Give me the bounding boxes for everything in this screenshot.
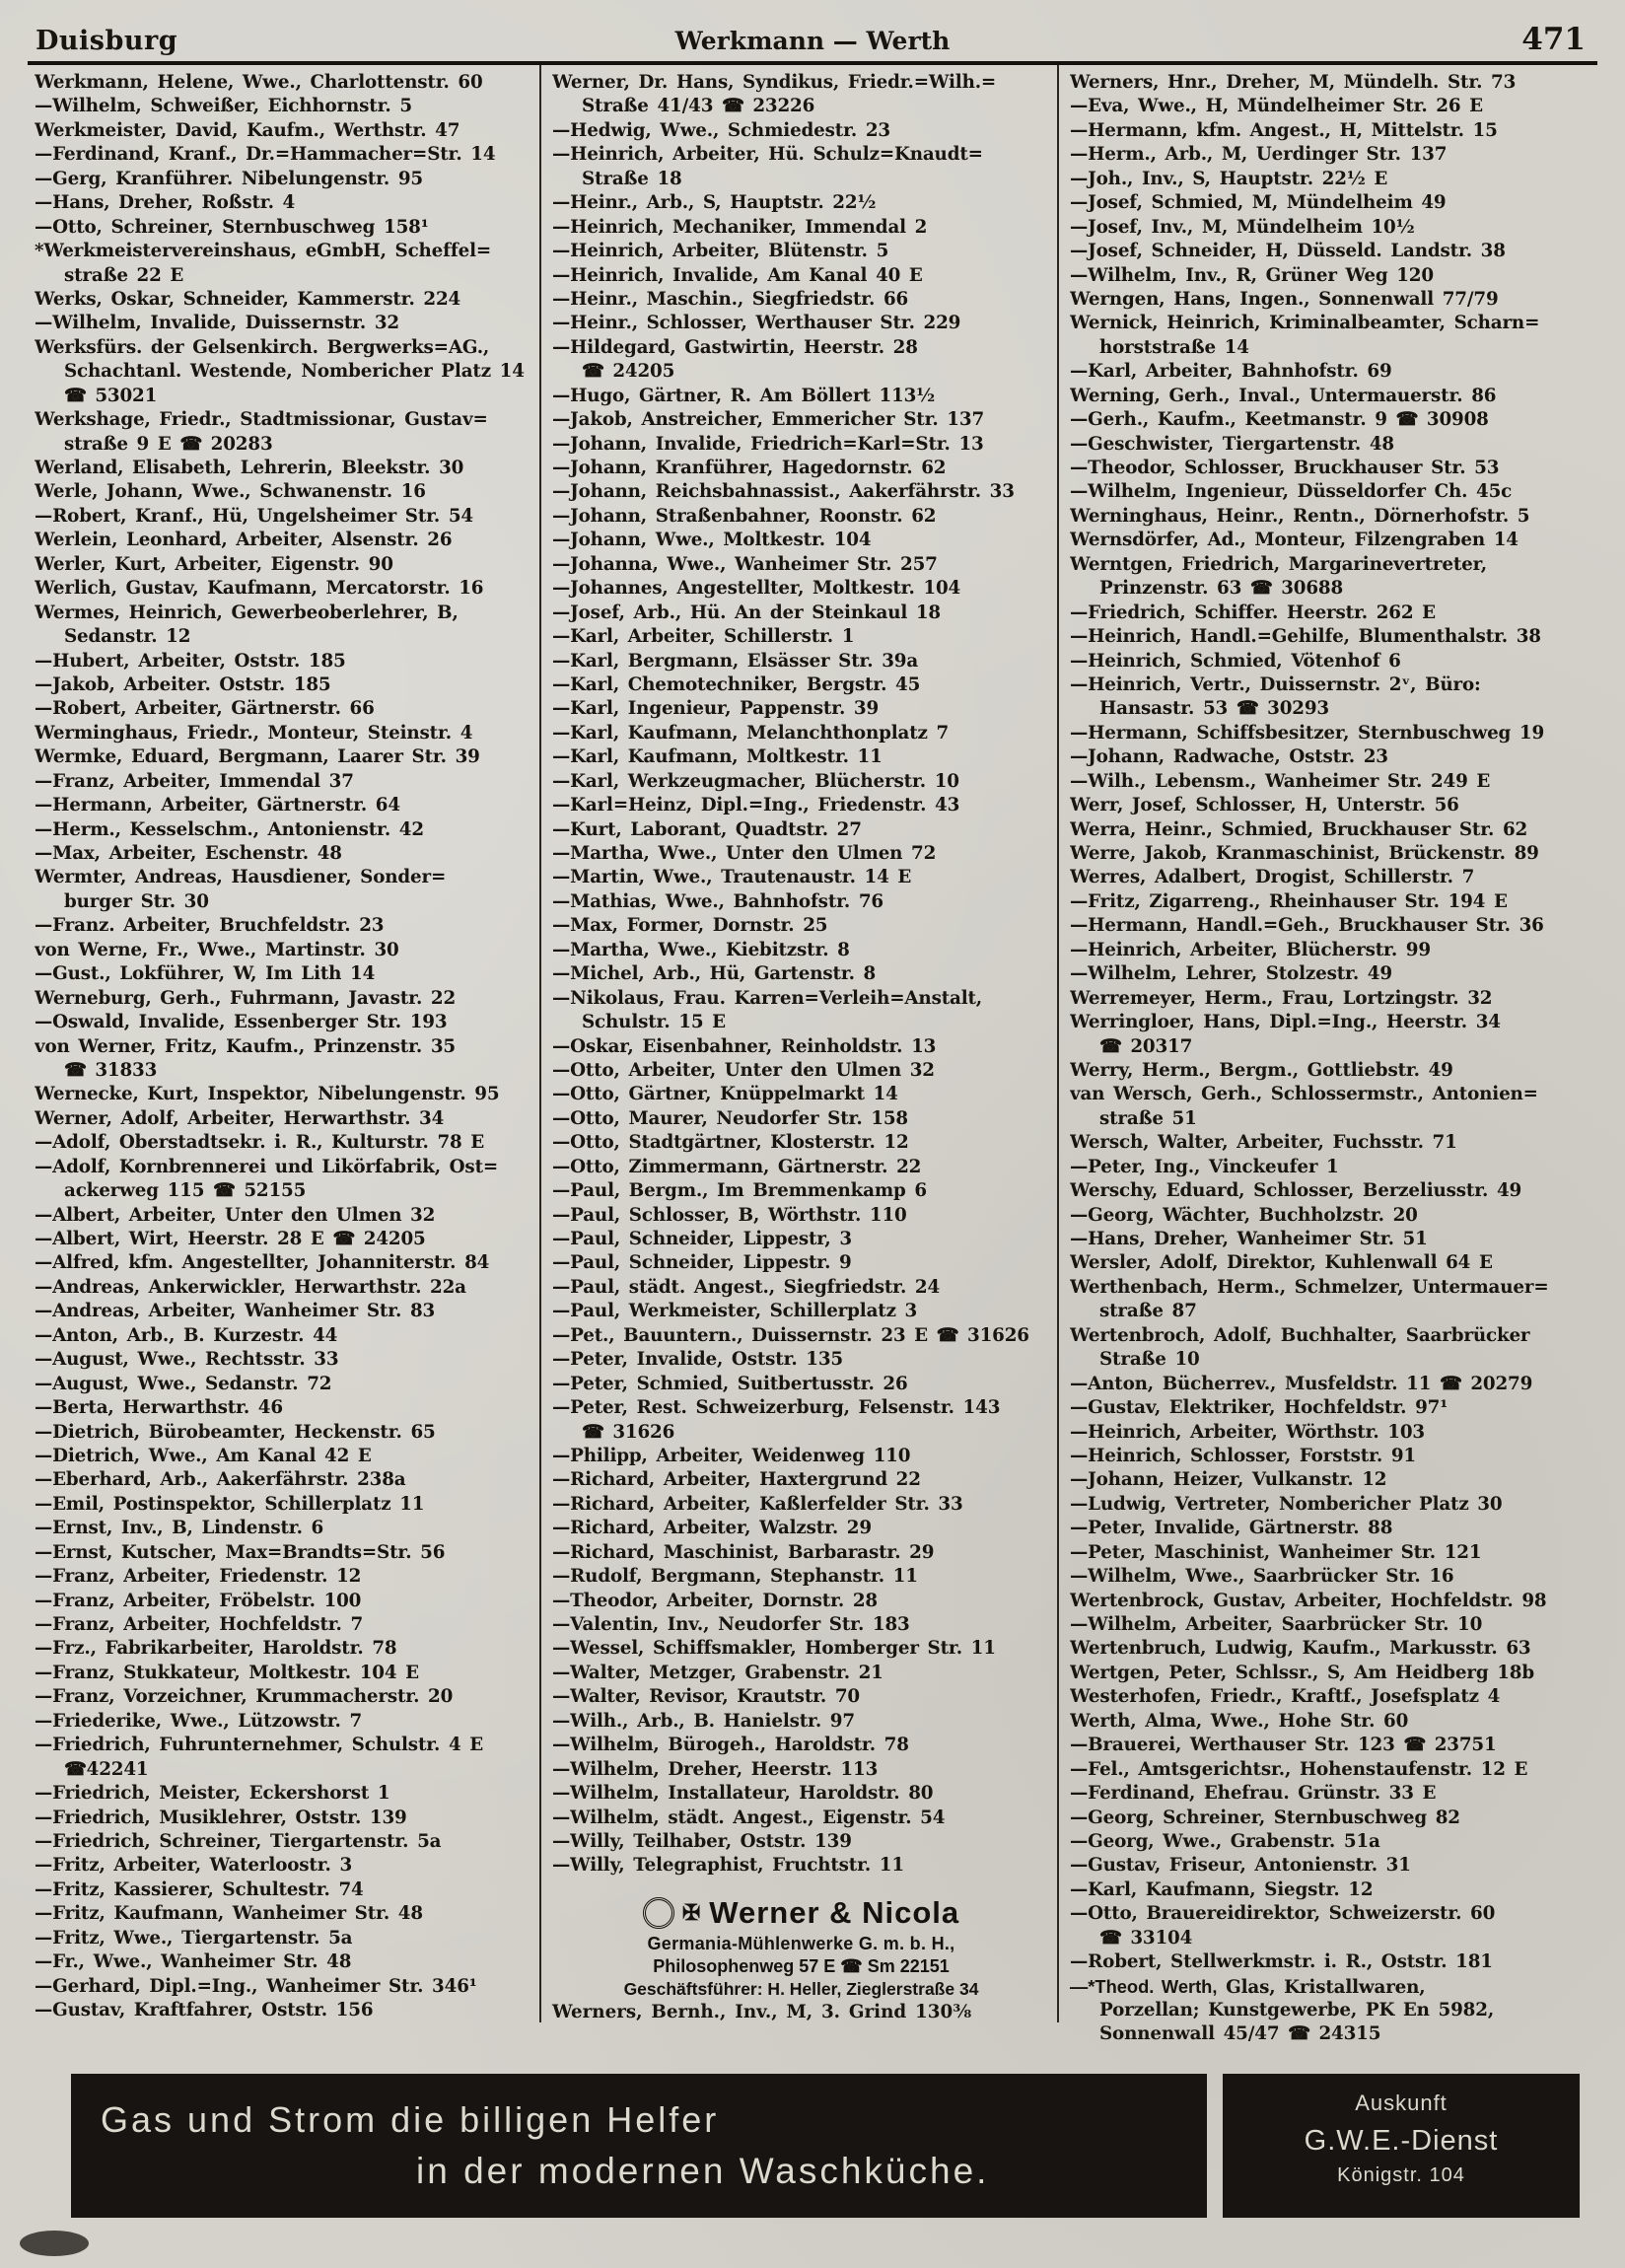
directory-entry-line: Werngen, Hans, Ingen., Sonnenwall 77/79 bbox=[1070, 288, 1499, 310]
directory-entry-line: von Werne, Fr., Wwe., Martinstr. 30 bbox=[35, 939, 399, 960]
directory-entry-line: —Philipp, Arbeiter, Weidenweg 110 bbox=[552, 1445, 911, 1466]
directory-entry-line: —Johann, Straßenbahner, Roonstr. 62 bbox=[552, 505, 937, 527]
directory-entry-line: —Robert, Kranf., Hü, Ungelsheimer Str. 54 bbox=[35, 505, 473, 527]
wreath-logo-icon bbox=[643, 1897, 674, 1929]
directory-entry-line: —Paul, Schneider, Lippestr. 9 bbox=[552, 1252, 852, 1274]
directory-entry-line: Westerhofen, Friedr., Kraftf., Josefsplatz 4 bbox=[1070, 1686, 1501, 1708]
directory-entry-line: —Fritz, Kassierer, Schultestr. 74 bbox=[35, 1878, 364, 1900]
directory-entry-line: Werr, Josef, Schlosser, H, Unterstr. 56 bbox=[1070, 795, 1459, 816]
directory-entry-line: —Theodor, Arbeiter, Dornstr. 28 bbox=[552, 1590, 878, 1611]
directory-entry-line: Hansastr. 53 ☎ 30293 bbox=[1099, 698, 1330, 720]
directory-entry-line: —Anton, Arb., B. Kurzestr. 44 bbox=[35, 1324, 338, 1346]
gwe-ad-title: Auskunft bbox=[1355, 2091, 1448, 2115]
directory-entry-line: —Hildegard, Gastwirtin, Heerstr. 28 bbox=[552, 336, 918, 358]
directory-entry-line: —Martha, Wwe., Kiebitzstr. 8 bbox=[552, 939, 850, 960]
directory-entry-line: —Jakob, Arbeiter. Oststr. 185 bbox=[35, 673, 331, 695]
directory-entry-line: —Hedwig, Wwe., Schmiedestr. 23 bbox=[552, 119, 890, 141]
werner-nicola-ad bbox=[552, 1895, 1050, 2000]
directory-entry-line: —Albert, Arbeiter, Unter den Ulmen 32 bbox=[35, 1204, 436, 1226]
directory-entry-line: —Franz, Vorzeichner, Krummacherstr. 20 bbox=[35, 1686, 454, 1708]
directory-entry-line: —Friedrich, Meister, Eckershorst 1 bbox=[35, 1783, 390, 1805]
directory-entry-line: —Paul, Schlosser, B, Wörthstr. 110 bbox=[552, 1204, 907, 1226]
directory-entry-line: —Franz, Arbeiter, Hochfeldstr. 7 bbox=[35, 1614, 364, 1635]
directory-entry-line: Wertenbroch, Adolf, Buchhalter, Saarbrücker bbox=[1070, 1324, 1530, 1346]
directory-entry-line: —Wilh., Arb., B. Hanielstr. 97 bbox=[552, 1710, 855, 1732]
directory-entry-line: ☎42241 bbox=[64, 1758, 149, 1780]
directory-entry-line: —Otto, Schreiner, Sternbuschweg 158¹ bbox=[35, 216, 429, 238]
directory-entry-line: —Otto, Brauereidirektor, Schweizerstr. 60 bbox=[1070, 1903, 1496, 1925]
gas-strom-ad bbox=[71, 2074, 1207, 2218]
directory-entry-line: —Andreas, Arbeiter, Wanheimer Str. 83 bbox=[35, 1301, 436, 1322]
directory-entry-line: —August, Wwe., Rechtsstr. 33 bbox=[35, 1349, 339, 1371]
directory-entry-line: Porzellan; Kunstgewerbe, PK En 5982, bbox=[1099, 2000, 1495, 2020]
directory-entry-line: —Wilhelm, Dreher, Heerstr. 113 bbox=[552, 1758, 879, 1780]
directory-entry-line: —Georg, Wächter, Buchholzstr. 20 bbox=[1070, 1204, 1418, 1226]
directory-entry-line: Werler, Kurt, Arbeiter, Eigenstr. 90 bbox=[35, 553, 393, 575]
directory-entry-line: Wernecke, Kurt, Inspektor, Nibelungenstr. 95 bbox=[35, 1084, 500, 1105]
directory-entry-line: —Robert, Arbeiter, Gärtnerstr. 66 bbox=[35, 698, 375, 720]
directory-entry-line: Straße 18 bbox=[582, 168, 682, 189]
directory-entry-line: —Frz., Fabrikarbeiter, Haroldstr. 78 bbox=[35, 1638, 397, 1660]
directory-entry-line: —Peter, Invalide, Oststr. 135 bbox=[552, 1349, 844, 1371]
directory-entry-line: —Otto, Maurer, Neudorfer Str. 158 bbox=[552, 1107, 908, 1129]
column-divider-2 bbox=[1057, 65, 1059, 2022]
directory-entry-line: —Fel., Amtsgerichtsr., Hohenstaufenstr. 12 E bbox=[1070, 1758, 1528, 1780]
directory-entry-line: —Ernst, Kutscher, Max=Brandts=Str. 56 bbox=[35, 1541, 446, 1563]
directory-entry-line: —Peter, Maschinist, Wanheimer Str. 121 bbox=[1070, 1541, 1482, 1563]
column-3 bbox=[1070, 71, 1590, 2047]
directory-entry-line: ☎ 24205 bbox=[582, 361, 675, 383]
directory-entry-line: —Franz, Arbeiter, Friedenstr. 12 bbox=[35, 1566, 362, 1588]
directory-entry-line: —Michel, Arb., Hü, Gartenstr. 8 bbox=[552, 963, 877, 985]
directory-entry-line: ackerweg 115 ☎ 52155 bbox=[64, 1180, 307, 1202]
directory-entry-line: —Paul, Schneider, Lippestr, 3 bbox=[552, 1229, 852, 1249]
directory-entry-line: —Kurt, Laborant, Quadtstr. 27 bbox=[552, 818, 862, 840]
directory-entry-line: —Wilh., Lebensm., Wanheimer Str. 249 E bbox=[1070, 770, 1491, 792]
directory-entry-line: —Wilhelm, Arbeiter, Saarbrücker Str. 10 bbox=[1070, 1614, 1483, 1635]
directory-entry-line: ☎ 20317 bbox=[1099, 1035, 1193, 1057]
directory-entry-line: —Richard, Arbeiter, Walzstr. 29 bbox=[552, 1518, 872, 1539]
werner-nicola-address: Philosophenweg 57 E ☎ Sm 22151 bbox=[653, 1956, 950, 1976]
directory-entry-line: Werthenbach, Herm., Schmelzer, Untermauer= bbox=[1070, 1276, 1549, 1298]
directory-entry-line: —Alfred, kfm. Angestellter, Johanniterstr. 84 bbox=[35, 1252, 490, 1274]
gas-ad-line2: in der modernen Waschküche. bbox=[416, 2151, 990, 2191]
directory-entry-line: Sedanstr. 12 bbox=[64, 626, 191, 648]
directory-entry-line: —Richard, Maschinist, Barbarastr. 29 bbox=[552, 1541, 935, 1563]
directory-entry-line: —Fritz, Wwe., Tiergartenstr. 5a bbox=[35, 1927, 353, 1949]
directory-entry-line: —Wilhelm, Ingenieur, Düsseldorfer Ch. 45c bbox=[1070, 481, 1513, 503]
directory-entry-line: —Willy, Teilhaber, Oststr. 139 bbox=[552, 1830, 852, 1852]
directory-entry-line: Werning, Gerh., Inval., Untermauerstr. 86 bbox=[1070, 385, 1497, 406]
directory-entry-line: —Hans, Dreher, Roßstr. 4 bbox=[35, 192, 296, 214]
directory-entry-line: —Franz, Arbeiter, Immendal 37 bbox=[35, 770, 354, 792]
directory-entry-line: —Ernst, Inv., B, Lindenstr. 6 bbox=[35, 1518, 324, 1539]
directory-entry-line: —Max, Arbeiter, Eschenstr. 48 bbox=[35, 843, 342, 864]
directory-entry-line: —Heinrich, Invalide, Am Kanal 40 E bbox=[552, 264, 923, 286]
directory-entry-line: Werra, Heinr., Schmied, Bruckhauser Str. 62 bbox=[1070, 818, 1528, 840]
werner-nicola-company: Germania-Mühlenwerke G. m. b. H., bbox=[647, 1934, 955, 1953]
directory-entry-line: Straße 10 bbox=[1099, 1349, 1200, 1371]
directory-entry-line: —Hermann, Handl.=Geh., Bruckhauser Str. 36 bbox=[1070, 915, 1544, 937]
directory-entry-line: —Wilhelm, Invalide, Duissernstr. 32 bbox=[35, 313, 399, 334]
directory-entry-line: ☎ 31833 bbox=[64, 1059, 158, 1081]
directory-entry-line: —Andreas, Ankerwickler, Herwarthstr. 22a bbox=[35, 1276, 466, 1298]
directory-entry-line: —Karl, Chemotechniker, Bergstr. 45 bbox=[552, 673, 921, 695]
directory-entry-line: Wersch, Walter, Arbeiter, Fuchsstr. 71 bbox=[1070, 1132, 1457, 1154]
directory-entry-line: —Joh., Inv., S, Hauptstr. 22½ E bbox=[1070, 168, 1388, 189]
directory-entry-line: —Heinr., Maschin., Siegfriedstr. 66 bbox=[552, 288, 909, 310]
directory-entry-line: —Robert, Stellwerkmstr. i. R., Oststr. 181 bbox=[1070, 1951, 1493, 1973]
directory-entry-line: horststraße 14 bbox=[1099, 336, 1249, 358]
directory-entry-line: —Adolf, Oberstadtsekr. i. R., Kulturstr. 78 E bbox=[35, 1132, 485, 1154]
directory-entry-line: —Eva, Wwe., H, Mündelheimer Str. 26 E bbox=[1070, 96, 1483, 117]
directory-entry-line: Wertenbrock, Gustav, Arbeiter, Hochfeldstr. 98 bbox=[1070, 1590, 1547, 1611]
directory-entry-line: Wermes, Heinrich, Gewerbeoberlehrer, B, bbox=[35, 602, 459, 623]
directory-entry-line: —Ferdinand, Kranf., Dr.=Hammacher=Str. 14 bbox=[35, 144, 496, 166]
directory-entry-line: Werre, Jakob, Kranmaschinist, Brückenstr. 89 bbox=[1070, 843, 1539, 864]
directory-entry-line: —Peter, Ing., Vinckeufer 1 bbox=[1070, 1156, 1339, 1177]
directory-entry-line: —Karl, Kaufmann, Melanchthonplatz 7 bbox=[552, 722, 950, 744]
directory-entry-line: —Karl, Bergmann, Elsässer Str. 39a bbox=[552, 650, 919, 672]
directory-entry-line: —Heinr., Arb., S, Hauptstr. 22½ bbox=[552, 192, 877, 214]
directory-entry-line: —Heinrich, Arbeiter, Blücherstr. 99 bbox=[1070, 939, 1431, 960]
directory-entry-line: Werninghaus, Heinr., Rentn., Dörnerhofstr. 5 bbox=[1070, 505, 1530, 527]
directory-entry-line: von Werner, Fritz, Kaufm., Prinzenstr. 35 bbox=[35, 1035, 456, 1057]
directory-entry-line: —Wilhelm, Wwe., Saarbrücker Str. 16 bbox=[1070, 1566, 1454, 1588]
directory-entry-line: —Nikolaus, Frau. Karren=Verleih=Anstalt, bbox=[552, 987, 982, 1009]
directory-entry-line: —Gustav, Kraftfahrer, Oststr. 156 bbox=[35, 2000, 374, 2020]
directory-entry-line: —Gust., Lokführer, W, Im Lith 14 bbox=[35, 963, 376, 985]
directory-entry-line: —Brauerei, Werthauser Str. 123 ☎ 23751 bbox=[1070, 1735, 1497, 1756]
directory-entry-line: Werry, Herm., Bergm., Gottliebstr. 49 bbox=[1070, 1059, 1453, 1081]
header-rule bbox=[28, 61, 1597, 65]
directory-entry-line: —Wessel, Schiffsmakler, Homberger Str. 11 bbox=[552, 1638, 996, 1660]
directory-entry-line: van Wersch, Gerh., Schlossermstr., Antonien= bbox=[1070, 1084, 1538, 1105]
directory-entry-line: Wertgen, Peter, Schlssr., S, Am Heidberg 18b bbox=[1070, 1662, 1534, 1683]
cross-icon: ✠ bbox=[681, 1900, 702, 1925]
gwe-ad-name: G.W.E.-Dienst bbox=[1304, 2125, 1499, 2157]
directory-entry-line: Werner, Dr. Hans, Syndikus, Friedr.=Wilh.= bbox=[552, 72, 997, 93]
directory-entry-line: —Peter, Rest. Schweizerburg, Felsenstr. 143 bbox=[552, 1397, 1001, 1419]
directory-entry-line: —Karl, Arbeiter, Schillerstr. 1 bbox=[552, 626, 855, 648]
bold-entry-name: —*Theod. Werth, bbox=[1070, 1975, 1218, 1997]
header-name-range: Werkmann — Werth bbox=[674, 27, 951, 55]
directory-entry-line: —Karl, Kaufmann, Siegstr. 12 bbox=[1070, 1878, 1374, 1900]
directory-entry-line: Werlein, Leonhard, Arbeiter, Alsenstr. 26 bbox=[35, 530, 453, 551]
directory-entry-line: Werremeyer, Herm., Frau, Lortzingstr. 32 bbox=[1070, 987, 1493, 1009]
directory-entry-line: —Otto, Zimmermann, Gärtnerstr. 22 bbox=[552, 1156, 922, 1177]
directory-entry-line: —Josef, Arb., Hü. An der Steinkaul 18 bbox=[552, 602, 941, 623]
directory-entry-line: Schulstr. 15 E bbox=[582, 1012, 726, 1033]
directory-entry-line: —Pet., Bauuntern., Duissernstr. 23 E ☎ 31626 bbox=[552, 1324, 1029, 1346]
directory-entry-line: —Walter, Revisor, Krautstr. 70 bbox=[552, 1686, 860, 1708]
directory-entry-line: —Wilhelm, Schweißer, Eichhornstr. 5 bbox=[35, 96, 412, 117]
directory-entry-line: —Hans, Dreher, Wanheimer Str. 51 bbox=[1070, 1229, 1428, 1249]
directory-entry-line: —Eberhard, Arb., Aakerfährstr. 238a bbox=[35, 1469, 406, 1491]
directory-entry-line: —Heinrich, Arbeiter, Hü. Schulz=Knaudt= bbox=[552, 144, 983, 166]
directory-entry-line: —Wilhelm, Lehrer, Stolzestr. 49 bbox=[1070, 963, 1392, 985]
directory-entry-line: —Karl, Arbeiter, Bahnhofstr. 69 bbox=[1070, 361, 1392, 383]
directory-entry-line: —Hubert, Arbeiter, Oststr. 185 bbox=[35, 650, 346, 672]
directory-entry-line: Werner, Adolf, Arbeiter, Herwarthstr. 34 bbox=[35, 1107, 445, 1129]
directory-entry-line: —Hermann, Arbeiter, Gärtnerstr. 64 bbox=[35, 795, 400, 816]
directory-entry-line: Werntgen, Friedrich, Margarinevertreter, bbox=[1070, 553, 1488, 575]
gwe-dienst-ad bbox=[1223, 2074, 1580, 2218]
directory-entry-line: —Fritz, Zigarreng., Rheinhauser Str. 194 E bbox=[1070, 890, 1508, 912]
directory-entry-line: —Wilhelm, Bürogeh., Haroldstr. 78 bbox=[552, 1735, 909, 1756]
directory-entry-line: —Josef, Schneider, H, Düsseld. Landstr. 38 bbox=[1070, 241, 1506, 262]
directory-entry-line: —Johann, Reichsbahnassist., Aakerfährstr. 33 bbox=[552, 481, 1015, 503]
directory-entry-line: —Paul, Bergm., Im Bremmenkamp 6 bbox=[552, 1180, 927, 1202]
directory-entry-line: —Friedrich, Musiklehrer, Oststr. 139 bbox=[35, 1807, 407, 1828]
directory-entry-line: —Herm., Kesselschm., Antonienstr. 42 bbox=[35, 818, 424, 840]
directory-entry-line: —Wilhelm, städt. Angest., Eigenstr. 54 bbox=[552, 1807, 946, 1828]
directory-entry-line: —Adolf, Kornbrennerei und Likörfabrik, Ost= bbox=[35, 1156, 499, 1177]
header-city: Duisburg bbox=[35, 26, 178, 56]
header-page-number: 471 bbox=[1521, 22, 1586, 57]
directory-entry-line: —Theodor, Schlosser, Bruckhauser Str. 53 bbox=[1070, 458, 1500, 478]
directory-entry-line: Werneburg, Gerh., Fuhrmann, Javastr. 22 bbox=[35, 987, 457, 1009]
directory-entry-line: —Franz, Arbeiter, Fröbelstr. 100 bbox=[35, 1590, 362, 1611]
directory-entry-line: Schachtanl. Westende, Nombericher Platz 14 bbox=[64, 361, 525, 383]
directory-entry-line: —Mathias, Wwe., Bahnhofstr. 76 bbox=[552, 890, 883, 912]
directory-entry-line: —Gerhard, Dipl.=Ing., Wanheimer Str. 346¹ bbox=[35, 1975, 477, 1997]
ink-smudge bbox=[20, 2231, 89, 2256]
directory-entry-line: —Karl, Ingenieur, Pappenstr. 39 bbox=[552, 698, 880, 720]
directory-entry-line: —Paul, städt. Angest., Siegfriedstr. 24 bbox=[552, 1276, 941, 1298]
directory-entry-line: —Fritz, Kaufmann, Wanheimer Str. 48 bbox=[35, 1903, 423, 1925]
gas-ad-line1: Gas und Strom die billigen Helfer bbox=[101, 2099, 720, 2140]
directory-entry-line: Werth, Alma, Wwe., Hohe Str. 60 bbox=[1070, 1710, 1409, 1732]
directory-entry-line: ☎ 53021 bbox=[64, 385, 158, 406]
directory-entry-line: *Werkmeistervereinshaus, eGmbH, Scheffel= bbox=[35, 241, 492, 262]
directory-entry-line: —Walter, Metzger, Grabenstr. 21 bbox=[552, 1662, 883, 1683]
directory-entry-line: —Heinrich, Arbeiter, Wörthstr. 103 bbox=[1070, 1421, 1426, 1443]
directory-entry-line: —Friedrich, Fuhrunternehmer, Schulstr. 4 E bbox=[35, 1735, 484, 1756]
directory-entry-line: —Peter, Schmied, Suitbertusstr. 26 bbox=[552, 1373, 908, 1394]
directory-entry-line: —Georg, Schreiner, Sternbuschweg 82 bbox=[1070, 1807, 1460, 1828]
directory-entry-line: —Heinrich, Arbeiter, Blütenstr. 5 bbox=[552, 241, 889, 262]
directory-entry-line: —August, Wwe., Sedanstr. 72 bbox=[35, 1373, 332, 1394]
werner-nicola-name: Werner & Nicola bbox=[709, 1895, 960, 1930]
directory-entry-line: —Wilhelm, Inv., R, Grüner Weg 120 bbox=[1070, 264, 1434, 286]
directory-entry-line: —Johannes, Angestellter, Moltkestr. 104 bbox=[552, 578, 961, 600]
directory-entry-line: —Josef, Schmied, M, Mündelheim 49 bbox=[1070, 192, 1447, 214]
directory-entry-line: —Oskar, Eisenbahner, Reinholdstr. 13 bbox=[552, 1035, 937, 1057]
directory-entry-line: —Heinrich, Mechaniker, Immendal 2 bbox=[552, 216, 928, 238]
directory-entry-line: —Hugo, Gärtner, R. Am Böllert 113½ bbox=[552, 385, 936, 406]
directory-entry-line: —Karl=Heinz, Dipl.=Ing., Friedenstr. 43 bbox=[552, 795, 960, 816]
directory-entry-line: —Fritz, Arbeiter, Waterloostr. 3 bbox=[35, 1855, 353, 1877]
directory-entry-line: —Fr., Wwe., Wanheimer Str. 48 bbox=[35, 1951, 352, 1973]
directory-entry-line: —Hermann, Schiffsbesitzer, Sternbuschweg 19 bbox=[1070, 722, 1545, 744]
directory-entry-line: —Wilhelm, Installateur, Haroldstr. 80 bbox=[552, 1783, 934, 1805]
directory-entry-line: —Johann, Invalide, Friedrich=Karl=Str. 13 bbox=[552, 433, 984, 455]
directory-entry-line: Wermke, Eduard, Bergmann, Laarer Str. 39 bbox=[35, 746, 480, 768]
directory-entry-line: Prinzenstr. 63 ☎ 30688 bbox=[1099, 578, 1344, 600]
directory-entry-line: —Ludwig, Vertreter, Nombericher Platz 30 bbox=[1070, 1493, 1503, 1515]
directory-entry-line: —Ferdinand, Ehefrau. Grünstr. 33 E bbox=[1070, 1783, 1437, 1805]
werner-nicola-manager: Geschäftsführer: H. Heller, Zieglerstraße 34 bbox=[623, 1979, 979, 1999]
directory-entry-line: —Dietrich, Bürobeamter, Heckenstr. 65 bbox=[35, 1421, 436, 1443]
directory-entry-line: Werminghaus, Friedr., Monteur, Steinstr. 4 bbox=[35, 722, 473, 744]
column-2 bbox=[552, 71, 1055, 1878]
directory-entry-line: —Heinrich, Vertr., Duissernstr. 2ᵛ, Büro: bbox=[1070, 673, 1481, 695]
directory-entry-line: —Heinrich, Schlosser, Forststr. 91 bbox=[1070, 1445, 1416, 1466]
directory-entry-line: Werners, Bernh., Inv., M, 3. Grind 130⅜ bbox=[552, 2002, 972, 2022]
directory-entry-line: —Johann, Kranführer, Hagedornstr. 62 bbox=[552, 458, 947, 478]
directory-entry-line: Werks, Oskar, Schneider, Kammerstr. 224 bbox=[35, 288, 461, 310]
directory-entry-line: —Gustav, Friseur, Antonienstr. 31 bbox=[1070, 1855, 1411, 1877]
directory-entry-line: ☎ 31626 bbox=[582, 1421, 675, 1443]
directory-entry-line: —Anton, Bücherrev., Musfeldstr. 11 ☎ 20279 bbox=[1070, 1373, 1533, 1394]
directory-entry-line: Werners, Hnr., Dreher, M, Mündelh. Str. 73 bbox=[1070, 72, 1517, 93]
directory-entry-line: straße 51 bbox=[1099, 1107, 1197, 1129]
column-1 bbox=[35, 71, 539, 2022]
directory-entry-line: —Herm., Arb., M, Uerdinger Str. 137 bbox=[1070, 144, 1448, 166]
directory-entry-line: Wernick, Heinrich, Kriminalbeamter, Scharn= bbox=[1070, 313, 1540, 334]
directory-entry-line: —Max, Former, Dornstr. 25 bbox=[552, 915, 828, 937]
directory-entry-line: —Otto, Arbeiter, Unter den Ulmen 32 bbox=[552, 1059, 935, 1081]
directory-entry-line: —Hermann, kfm. Angest., H, Mittelstr. 15 bbox=[1070, 119, 1498, 141]
directory-entry-line: —Berta, Herwarthstr. 46 bbox=[35, 1397, 283, 1419]
directory-entry-line: —Johanna, Wwe., Wanheimer Str. 257 bbox=[552, 553, 938, 575]
directory-entry-line: —Martha, Wwe., Unter den Ulmen 72 bbox=[552, 843, 937, 864]
directory-entry-line: —Karl, Werkzeugmacher, Blücherstr. 10 bbox=[552, 770, 959, 792]
directory-entry-line: —Geschwister, Tiergartenstr. 48 bbox=[1070, 433, 1394, 455]
directory-entry-line: —Heinrich, Handl.=Gehilfe, Blumenthalstr. 38 bbox=[1070, 626, 1541, 648]
directory-entry-line: —Dietrich, Wwe., Am Kanal 42 E bbox=[35, 1445, 372, 1466]
directory-entry-line: —Martin, Wwe., Trautenaustr. 14 E bbox=[552, 867, 912, 888]
directory-entry-line: —Peter, Invalide, Gärtnerstr. 88 bbox=[1070, 1518, 1393, 1539]
directory-entry-line: —Otto, Stadtgärtner, Klosterstr. 12 bbox=[552, 1132, 909, 1154]
directory-entry-line: —Gerh., Kaufm., Keetmanstr. 9 ☎ 30908 bbox=[1070, 409, 1489, 431]
directory-entry-line: —Richard, Arbeiter, Kaßlerfelder Str. 33 bbox=[552, 1493, 963, 1515]
directory-entry-line: —Rudolf, Bergmann, Stephanstr. 11 bbox=[552, 1566, 918, 1588]
directory-entry-line: —Gerg, Kranführer. Nibelungenstr. 95 bbox=[35, 168, 423, 189]
directory-entry-line: Werkmeister, David, Kaufm., Werthstr. 47 bbox=[35, 119, 460, 141]
directory-entry-line: —Josef, Inv., M, Mündelheim 10½ bbox=[1070, 216, 1415, 238]
directory-entry-line: Werlich, Gustav, Kaufmann, Mercatorstr. 16 bbox=[35, 578, 484, 600]
directory-entry-line: —Albert, Wirt, Heerstr. 28 E ☎ 24205 bbox=[35, 1229, 426, 1249]
directory-entry-line: Wernsdörfer, Ad., Monteur, Filzengraben 14 bbox=[1070, 530, 1519, 551]
directory-entry-line: ☎ 33104 bbox=[1099, 1927, 1193, 1949]
directory-entry-line: straße 22 E bbox=[64, 264, 184, 286]
werner-nicola-title-row bbox=[552, 1895, 1050, 1931]
directory-entry-line: —Friederike, Wwe., Lützowstr. 7 bbox=[35, 1710, 363, 1732]
directory-entry-line: Straße 41/43 ☎ 23226 bbox=[582, 96, 815, 117]
directory-entry-line: —Franz, Stukkateur, Moltkestr. 104 E bbox=[35, 1662, 419, 1683]
directory-entry-line: —Johann, Wwe., Moltkestr. 104 bbox=[552, 530, 872, 551]
column-divider-1 bbox=[539, 65, 541, 2022]
directory-entry-line: Werringloer, Hans, Dipl.=Ing., Heerstr. 34 bbox=[1070, 1012, 1501, 1033]
directory-entry-line: Wertenbruch, Ludwig, Kaufm., Markusstr. 63 bbox=[1070, 1638, 1531, 1660]
directory-entry-line: —Willy, Telegraphist, Fruchtstr. 11 bbox=[552, 1855, 904, 1877]
directory-entry-line: Werres, Adalbert, Drogist, Schillerstr. 7 bbox=[1070, 867, 1475, 888]
directory-entry-line: —Paul, Werkmeister, Schillerplatz 3 bbox=[552, 1301, 918, 1322]
directory-entry-line: Werschy, Eduard, Schlosser, Berzeliusstr. 49 bbox=[1070, 1180, 1522, 1202]
directory-entry-line: —Karl, Kaufmann, Moltkestr. 11 bbox=[552, 746, 883, 768]
directory-entry-line: straße 9 E ☎ 20283 bbox=[64, 433, 273, 455]
directory-entry-line: burger Str. 30 bbox=[64, 890, 209, 912]
directory-entry-line: —Jakob, Anstreicher, Emmericher Str. 137 bbox=[552, 409, 985, 431]
directory-entry-line: —Heinrich, Schmied, Vötenhof 6 bbox=[1070, 650, 1401, 672]
directory-entry-line: Werksfürs. der Gelsenkirch. Bergwerks=AG., bbox=[35, 336, 490, 358]
directory-entry-line: —Gustav, Elektriker, Hochfeldstr. 97¹ bbox=[1070, 1397, 1448, 1419]
directory-entry-line: Werkmann, Helene, Wwe., Charlottenstr. 60 bbox=[35, 72, 483, 93]
directory-entry-line: —Otto, Gärtner, Knüppelmarkt 14 bbox=[552, 1084, 898, 1105]
directory-entry-line: —Franz. Arbeiter, Bruchfeldstr. 23 bbox=[35, 915, 385, 937]
directory-entry-line: Wersler, Adolf, Direktor, Kuhlenwall 64 E bbox=[1070, 1252, 1493, 1274]
directory-entry-line: straße 87 bbox=[1099, 1301, 1197, 1322]
directory-entry-line: Werland, Elisabeth, Lehrerin, Bleekstr. 30 bbox=[35, 458, 464, 478]
directory-entry-line: Sonnenwall 45/47 ☎ 24315 bbox=[1099, 2023, 1381, 2045]
directory-entry-line: Werle, Johann, Wwe., Schwanenstr. 16 bbox=[35, 481, 426, 503]
directory-entry-line: —*Theod. Werth, Glas, Kristallwaren, bbox=[1070, 1975, 1426, 1998]
directory-entry-line: —Johann, Heizer, Vulkanstr. 12 bbox=[1070, 1469, 1387, 1491]
directory-entry-line: —Georg, Wwe., Grabenstr. 51a bbox=[1070, 1830, 1380, 1852]
directory-entry-line: —Emil, Postinspektor, Schillerplatz 11 bbox=[35, 1493, 425, 1515]
directory-entry-line: —Valentin, Inv., Neudorfer Str. 183 bbox=[552, 1614, 910, 1635]
directory-entry-line: —Friedrich, Schreiner, Tiergartenstr. 5a bbox=[35, 1830, 442, 1852]
directory-entry-line: —Richard, Arbeiter, Haxtergrund 22 bbox=[552, 1469, 921, 1491]
directory-entry-line: —Johann, Radwache, Oststr. 23 bbox=[1070, 746, 1388, 768]
directory-entry-line: Werkshage, Friedr., Stadtmissionar, Gustav= bbox=[35, 409, 488, 431]
directory-entry-line: —Friedrich, Schiffer. Heerstr. 262 E bbox=[1070, 602, 1436, 623]
directory-entry-line: —Heinr., Schlosser, Werthauser Str. 229 bbox=[552, 313, 961, 334]
directory-entry-line: Wermter, Andreas, Hausdiener, Sonder= bbox=[35, 867, 447, 888]
directory-entry-line: —Oswald, Invalide, Essenberger Str. 193 bbox=[35, 1012, 448, 1033]
gwe-ad-address: Königstr. 104 bbox=[1337, 2164, 1465, 2186]
